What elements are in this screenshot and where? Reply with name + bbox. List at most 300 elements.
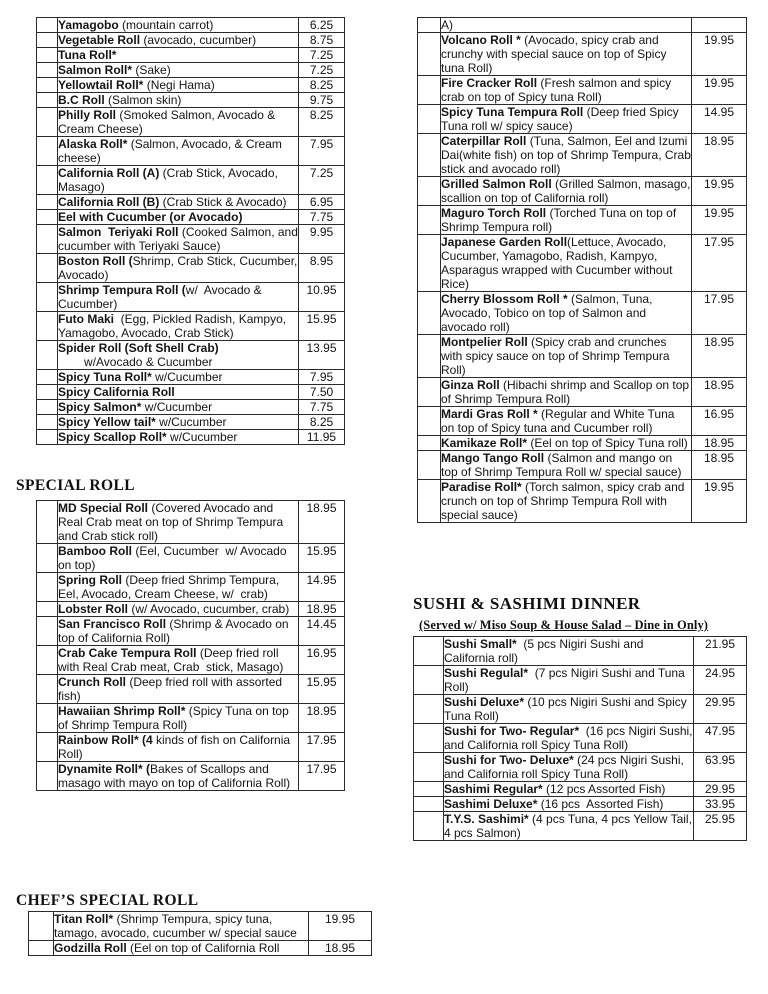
- item-price: 17.95: [692, 292, 747, 335]
- menu-row: [414, 812, 747, 841]
- signature-rolls-table: [417, 17, 747, 523]
- item-cell: [444, 724, 694, 753]
- item-description: w/Cucumber: [141, 400, 213, 414]
- row-margin-cell: [418, 105, 441, 134]
- item-name: Cherry Blossom Roll *: [441, 292, 568, 306]
- item-cell: [444, 695, 694, 724]
- item-name: Shrimp Tempura Roll (: [58, 283, 186, 297]
- item-name: San Francisco Roll: [58, 617, 167, 631]
- item-cell: [58, 646, 299, 675]
- row-margin-cell: [37, 370, 58, 385]
- item-name: Spicy Tuna Roll*: [58, 370, 152, 384]
- item-price: 19.95: [309, 912, 372, 941]
- row-margin-cell: [418, 292, 441, 335]
- item-price: 18.95: [299, 501, 345, 544]
- item-name: Spider Roll (Soft Shell Crab): [58, 341, 219, 355]
- item-price: 47.95: [694, 724, 747, 753]
- menu-row: [418, 335, 747, 378]
- item-name: Spicy Scallop Roll*: [58, 430, 167, 444]
- item-price: 7.50: [299, 385, 345, 400]
- item-cell: [58, 195, 299, 210]
- item-name: Grilled Salmon Roll: [441, 177, 552, 191]
- item-description: (24 pcs Nigiri Sushi, and California roll Spicy Tuna Roll): [444, 753, 688, 781]
- menu-row: [418, 18, 747, 33]
- item-description: (Crab Stick, Avocado, Masago): [58, 166, 282, 194]
- item-price: 6.25: [299, 18, 345, 33]
- item-cell: [441, 105, 692, 134]
- item-description: (4 pcs Tuna, 4 pcs Yellow Tail, 4 pcs Salmon): [444, 812, 696, 840]
- item-price: 18.95: [692, 451, 747, 480]
- item-cell: [58, 48, 299, 63]
- menu-row: [37, 370, 345, 385]
- row-margin-cell: [418, 33, 441, 76]
- menu-row: [418, 206, 747, 235]
- row-margin-cell: [29, 912, 54, 941]
- item-description: (Deep fried roll with assorted fish): [58, 675, 286, 703]
- item-name: Sushi Regulal*: [444, 666, 529, 680]
- row-margin-cell: [37, 602, 58, 617]
- item-description: (7 pcs Nigiri Sushi and Tuna Roll): [444, 666, 689, 694]
- item-price: 7.95: [299, 137, 345, 166]
- item-cell: [58, 573, 299, 602]
- item-price: 29.95: [694, 695, 747, 724]
- item-name: Bamboo Roll: [58, 544, 132, 558]
- row-margin-cell: [418, 436, 441, 451]
- item-price: 15.95: [299, 312, 345, 341]
- item-price: 9.95: [299, 225, 345, 254]
- item-price: 8.95: [299, 254, 345, 283]
- menu-row: [29, 941, 372, 956]
- chefs-special-roll-header: CHEF’S SPECIAL ROLL: [16, 892, 199, 909]
- item-description: w/Cucumber: [155, 415, 227, 429]
- item-cell: [441, 335, 692, 378]
- menu-row: [414, 753, 747, 782]
- item-description: (Eel on top of Spicy Tuna roll): [527, 436, 688, 450]
- row-margin-cell: [414, 753, 444, 782]
- item-price: 10.95: [299, 283, 345, 312]
- item-price: 19.95: [692, 177, 747, 206]
- menu-row: [29, 912, 372, 941]
- item-description: (12 pcs Assorted Fish): [542, 782, 666, 796]
- menu-row: [37, 385, 345, 400]
- item-description: (Regular and White Tuna on top of Spicy tuna and Cucumber roll): [441, 407, 678, 435]
- row-margin-cell: [37, 501, 58, 544]
- row-margin-cell: [37, 544, 58, 573]
- item-name: Volcano Roll *: [441, 33, 521, 47]
- item-name: Dynamite Roll* (: [58, 762, 151, 776]
- row-margin-cell: [37, 63, 58, 78]
- item-price: 8.25: [299, 415, 345, 430]
- item-cell: [444, 637, 694, 666]
- row-margin-cell: [418, 18, 441, 33]
- item-name: Lobster Roll: [58, 602, 129, 616]
- menu-row: [414, 637, 747, 666]
- item-cell: [58, 501, 299, 544]
- item-price: 63.95: [694, 753, 747, 782]
- item-name: Crab Cake Tempura Roll: [58, 646, 197, 660]
- item-price: 14.45: [299, 617, 345, 646]
- menu-row: [37, 108, 345, 137]
- menu-row: [37, 78, 345, 93]
- row-margin-cell: [418, 235, 441, 292]
- item-description: (Salmon, Avocado, & Cream cheese): [58, 137, 286, 165]
- item-description: (Deep fried Spicy Tuna roll w/ spicy sauce): [441, 105, 682, 133]
- item-name: Philly Roll: [58, 108, 117, 122]
- row-margin-cell: [37, 646, 58, 675]
- item-description: (Shrimp Tempura, spicy tuna, tamago, avocado, cucumber w/ special sauce: [54, 912, 297, 940]
- item-cell: [58, 312, 299, 341]
- item-cell: [58, 733, 299, 762]
- item-cell: [441, 134, 695, 177]
- row-margin-cell: [37, 254, 58, 283]
- item-description: Shrimp, Crab Stick, Cucumber, Avocado): [58, 254, 301, 282]
- item-price: 7.25: [299, 63, 345, 78]
- item-description: (Salmon and mango on top of Shrimp Tempura Roll w/ special sauce): [441, 451, 682, 479]
- item-name: Vegetable Roll: [58, 33, 141, 47]
- item-name: Sushi Small*: [444, 637, 517, 651]
- item-price: 8.75: [299, 33, 345, 48]
- sushi-sashimi-dinner-table: [413, 636, 747, 841]
- item-cell: [441, 18, 692, 33]
- menu-row: [418, 235, 747, 292]
- item-description: (Eel, Cucumber w/ Avocado on top): [58, 544, 290, 572]
- item-cell: [58, 602, 299, 617]
- item-name: Fire Cracker Roll: [441, 76, 538, 90]
- row-margin-cell: [37, 33, 58, 48]
- menu-row: [418, 451, 747, 480]
- item-price: 18.95: [299, 602, 345, 617]
- item-price: 7.25: [299, 48, 345, 63]
- item-name: Spicy Yellow tail*: [58, 415, 156, 429]
- menu-row: [418, 134, 747, 177]
- item-name: Yamagobo: [58, 18, 119, 32]
- item-name: Hawaiian Shrimp Roll*: [58, 704, 186, 718]
- item-cell: [441, 407, 692, 436]
- menu-row: [418, 436, 747, 451]
- basic-rolls-table: [36, 17, 345, 445]
- item-price: [692, 18, 747, 33]
- item-description-line2: w/Avocado & Cucumber: [84, 355, 213, 369]
- item-cell: [58, 283, 299, 312]
- row-margin-cell: [37, 430, 58, 445]
- item-description: (avocado, cucumber): [140, 33, 257, 47]
- menu-row: [414, 797, 747, 812]
- menu-row: [418, 33, 747, 76]
- item-cell: [58, 78, 299, 93]
- sushi-sashimi-dinner-header: SUSHI & SASHIMI DINNER: [413, 594, 641, 613]
- item-price: 17.95: [299, 733, 345, 762]
- item-cell: [58, 385, 299, 400]
- item-cell: [58, 254, 299, 283]
- item-name: Montpelier Roll: [441, 335, 528, 349]
- item-description: (Salmon skin): [104, 93, 182, 107]
- menu-row: [37, 617, 345, 646]
- menu-row: [37, 283, 345, 312]
- row-margin-cell: [414, 695, 444, 724]
- item-price: 8.25: [299, 78, 345, 93]
- item-cell: [58, 341, 299, 370]
- item-price: 6.95: [299, 195, 345, 210]
- row-margin-cell: [37, 341, 58, 370]
- item-price: 18.95: [692, 436, 747, 451]
- item-cell: [58, 762, 299, 791]
- item-name: Spicy Tuna Tempura Roll: [441, 105, 584, 119]
- item-price: 9.75: [299, 93, 345, 108]
- row-margin-cell: [414, 812, 444, 841]
- menu-row: [414, 724, 747, 753]
- item-cell: [58, 617, 299, 646]
- item-price: 25.95: [694, 812, 747, 841]
- item-cell: [441, 292, 692, 335]
- item-cell: [58, 210, 299, 225]
- item-cell: [444, 666, 694, 695]
- item-description: (Negi Hama): [143, 78, 215, 92]
- item-price: 18.95: [299, 704, 345, 733]
- menu-row: [37, 341, 345, 370]
- item-name: Caterpillar Roll: [441, 134, 527, 148]
- item-name: Godzilla Roll: [54, 941, 127, 955]
- item-cell: [444, 812, 694, 841]
- item-cell: [58, 400, 299, 415]
- item-description: (Spicy Tuna on top of Shrimp Tempura Roll): [58, 704, 293, 732]
- item-description: (Fresh salmon and spicy crab on top of Spicy tuna Roll): [441, 76, 675, 104]
- item-price: 16.95: [299, 646, 345, 675]
- item-price: 18.95: [692, 335, 747, 378]
- item-price: 18.95: [309, 941, 372, 956]
- item-name: Sushi for Two- Regular*: [444, 724, 580, 738]
- item-price: 19.95: [692, 480, 747, 523]
- row-margin-cell: [37, 762, 58, 791]
- item-name: T.Y.S. Sashimi*: [444, 812, 529, 826]
- item-description: (Deep fried Shrimp Tempura, Eel, Avocado, Cream Cheese, w/ crab): [58, 573, 283, 601]
- item-cell: [441, 33, 692, 76]
- menu-row: [37, 602, 345, 617]
- item-cell: [54, 941, 309, 956]
- item-cell: [58, 225, 302, 254]
- special-rolls-table: [36, 500, 345, 791]
- item-cell: [58, 93, 299, 108]
- item-price: 7.75: [299, 400, 345, 415]
- item-description: (Sake): [132, 63, 171, 77]
- menu-row: [414, 782, 747, 797]
- menu-row: [37, 166, 345, 195]
- item-cell: [444, 782, 694, 797]
- item-cell: [58, 108, 299, 137]
- item-name: Futo Maki: [58, 312, 114, 326]
- item-description: (mountain carrot): [118, 18, 214, 32]
- item-description: Bakes of Scallops and masago with mayo on top of California Roll): [58, 762, 291, 790]
- item-description: w/Cucumber: [151, 370, 223, 384]
- menu-row: [418, 76, 747, 105]
- item-description: (Tuna, Salmon, Eel and Izumi Dai(white fish) on top of Shrimp Tempura, Crab stick and avocado roll): [441, 134, 695, 176]
- item-description: kinds of fish on California Roll): [58, 733, 294, 761]
- row-margin-cell: [414, 797, 444, 812]
- item-cell: [58, 18, 299, 33]
- item-cell: [441, 235, 692, 292]
- row-margin-cell: [37, 166, 58, 195]
- item-name: California Roll (B): [58, 195, 160, 209]
- item-name: Spring Roll: [58, 573, 122, 587]
- item-cell: [58, 675, 299, 704]
- item-price: 7.95: [299, 370, 345, 385]
- item-price: 7.25: [299, 166, 345, 195]
- item-description: (Shrimp & Avocado on top of California Roll): [58, 617, 292, 645]
- item-description: (Smoked Salmon, Avocado & Cream Cheese): [58, 108, 279, 136]
- item-name: Yellowtail Roll*: [58, 78, 144, 92]
- menu-row: [37, 544, 345, 573]
- row-margin-cell: [37, 108, 58, 137]
- row-margin-cell: [37, 48, 58, 63]
- menu-row: [418, 292, 747, 335]
- item-price: 15.95: [299, 544, 345, 573]
- menu-row: [37, 312, 345, 341]
- item-cell: [444, 797, 694, 812]
- row-margin-cell: [37, 675, 58, 704]
- item-price: 16.95: [692, 407, 747, 436]
- item-name: Mardi Gras Roll *: [441, 407, 538, 421]
- item-name: Maguro Torch Roll: [441, 206, 547, 220]
- item-description: (Avocado, spicy crab and crunchy with special sauce on top of Spicy tuna Roll): [441, 33, 670, 75]
- item-name: Sushi for Two- Deluxe*: [444, 753, 574, 767]
- item-description: (Spicy crab and crunches with spicy sauce on top of Shrimp Tempura Roll): [441, 335, 673, 377]
- menu-row: [418, 378, 747, 407]
- row-margin-cell: [37, 573, 58, 602]
- item-cell: [441, 378, 692, 407]
- item-description: A): [441, 18, 453, 32]
- menu-row: [37, 400, 345, 415]
- item-name: Sashimi Deluxe*: [444, 797, 538, 811]
- item-price: 14.95: [692, 105, 747, 134]
- row-margin-cell: [37, 78, 58, 93]
- row-margin-cell: [418, 480, 441, 523]
- row-margin-cell: [418, 134, 441, 177]
- item-cell: [58, 33, 299, 48]
- row-margin-cell: [37, 210, 58, 225]
- row-margin-cell: [418, 378, 441, 407]
- item-name: B.C Roll: [58, 93, 105, 107]
- row-margin-cell: [418, 206, 441, 235]
- item-cell: [58, 137, 299, 166]
- item-price: 21.95: [694, 637, 747, 666]
- row-margin-cell: [37, 18, 58, 33]
- row-margin-cell: [37, 704, 58, 733]
- item-cell: [441, 177, 692, 206]
- item-cell: [58, 544, 299, 573]
- item-price: 13.95: [299, 341, 345, 370]
- item-description: (10 pcs Nigiri Sushi and Spicy Tuna Roll): [444, 695, 690, 723]
- item-description: (16 pcs Nigiri Sushi, and California roll Spicy Tuna Roll): [444, 724, 696, 752]
- item-description: w/ Avocado & Cucumber): [58, 283, 265, 311]
- row-margin-cell: [37, 93, 58, 108]
- item-name: Boston Roll (: [58, 254, 133, 268]
- menu-row: [37, 195, 345, 210]
- item-cell: [441, 480, 692, 523]
- row-margin-cell: [37, 312, 58, 341]
- item-description: (Grilled Salmon, masago, scallion on top of California roll): [441, 177, 694, 205]
- item-description: (Covered Avocado and Real Crab meat on top of Shrimp Tempura and Crab stick roll): [58, 501, 287, 543]
- row-margin-cell: [37, 195, 58, 210]
- item-name: Tuna Roll*: [58, 48, 117, 62]
- item-name: Kamikaze Roll*: [441, 436, 528, 450]
- item-cell: [441, 436, 692, 451]
- sushi-sashimi-dinner-subtitle: (Served w/ Miso Soup & House Salad – Dine in Only): [419, 618, 709, 632]
- item-description: (Eel on top of California Roll: [126, 941, 280, 955]
- item-description: (Crab Stick & Avocado): [159, 195, 287, 209]
- row-margin-cell: [418, 76, 441, 105]
- item-price: 15.95: [299, 675, 345, 704]
- menu-row: [418, 105, 747, 134]
- item-price: 17.95: [692, 235, 747, 292]
- item-name: Salmon Roll*: [58, 63, 133, 77]
- item-name: Ginza Roll: [441, 378, 500, 392]
- item-cell: [58, 370, 299, 385]
- item-price: 18.95: [692, 134, 747, 177]
- item-name: Titan Roll*: [54, 912, 114, 926]
- item-name: Paradise Roll*: [441, 480, 522, 494]
- menu-row: [414, 666, 747, 695]
- chefs-special-rolls-table: [28, 911, 372, 956]
- item-name: Rainbow Roll* (4: [58, 733, 153, 747]
- menu-row: [418, 407, 747, 436]
- menu-row: [37, 63, 345, 78]
- item-price: 17.95: [299, 762, 345, 791]
- menu-row: [37, 501, 345, 544]
- row-margin-cell: [418, 451, 441, 480]
- row-margin-cell: [418, 177, 441, 206]
- item-name: Sushi Deluxe*: [444, 695, 525, 709]
- row-margin-cell: [37, 385, 58, 400]
- item-name: Mango Tango Roll: [441, 451, 545, 465]
- item-cell: [58, 415, 299, 430]
- item-price: 33.95: [694, 797, 747, 812]
- menu-row: [414, 695, 747, 724]
- menu-row: [37, 254, 345, 283]
- item-name: Spicy Salmon*: [58, 400, 142, 414]
- row-margin-cell: [37, 400, 58, 415]
- item-description: (16 pcs Assorted Fish): [537, 797, 664, 811]
- item-price: 19.95: [692, 206, 747, 235]
- item-price: 11.95: [299, 430, 345, 445]
- menu-row: [37, 646, 345, 675]
- item-price: 14.95: [299, 573, 345, 602]
- item-description: (Deep fried roll with Real Crab meat, Crab stick, Masago): [58, 646, 284, 674]
- item-name: Sashimi Regular*: [444, 782, 543, 796]
- item-description: (5 pcs Nigiri Sushi and California roll): [444, 637, 647, 665]
- item-name: Alaska Roll*: [58, 137, 128, 151]
- item-name: Japanese Garden Roll: [441, 235, 568, 249]
- item-price: 18.95: [692, 378, 747, 407]
- row-margin-cell: [29, 941, 54, 956]
- row-margin-cell: [37, 225, 58, 254]
- item-description: (Torched Tuna on top of Shrimp Tempura roll): [441, 206, 680, 234]
- item-cell: [441, 451, 692, 480]
- row-margin-cell: [414, 666, 444, 695]
- item-name: Eel with Cucumber (or Avocado): [58, 210, 243, 224]
- item-cell: [58, 166, 299, 195]
- menu-row: [37, 93, 345, 108]
- row-margin-cell: [37, 415, 58, 430]
- row-margin-cell: [37, 137, 58, 166]
- item-name: MD Special Roll: [58, 501, 149, 515]
- special-roll-header: SPECIAL ROLL: [16, 477, 135, 494]
- item-description: (Salmon, Tuna, Avocado, Tobico on top of Salmon and avocado roll): [441, 292, 656, 334]
- item-name: California Roll (A): [58, 166, 160, 180]
- item-cell: [58, 63, 299, 78]
- item-cell: [58, 430, 299, 445]
- item-description: (Hibachi shrimp and Scallop on top of Shrimp Tempura Roll): [441, 378, 693, 406]
- item-price: 24.95: [694, 666, 747, 695]
- item-cell: [54, 912, 309, 941]
